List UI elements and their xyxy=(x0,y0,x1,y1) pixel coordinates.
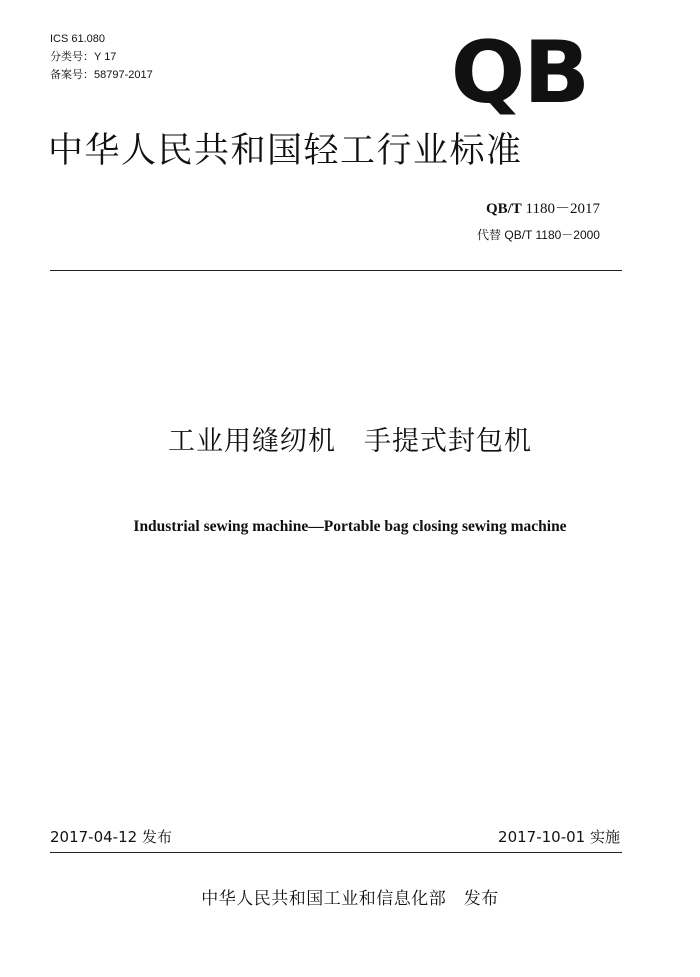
issuing-authority: 中华人民共和国工业和信息化部 发布 xyxy=(201,889,499,909)
ics-code: ICS 61.080 xyxy=(50,33,106,45)
document-metadata xyxy=(50,30,153,84)
effective-date: 2017-10-01 实施 xyxy=(498,828,620,846)
qb-logo: QB xyxy=(450,23,589,123)
replaces-standard: 代替 QB/T 1180－2000 xyxy=(477,228,600,242)
issue-date: 2017-04-12 发布 xyxy=(50,828,172,846)
category-code: 分类号：Y 17 xyxy=(50,51,117,63)
standard-prefix: QB/T xyxy=(485,201,522,217)
bottom-divider xyxy=(50,852,622,853)
filing-number: 备案号：58797-2017 xyxy=(50,69,153,81)
english-title: Industrial sewing machine—Portable bag closing sewing machine xyxy=(133,518,567,535)
standard-type-title: 中华人民共和国轻工行业标准 xyxy=(48,131,523,171)
standard-number xyxy=(486,197,600,218)
standard-code: 1180－2017 xyxy=(525,201,600,217)
top-divider xyxy=(50,270,622,271)
chinese-title: 工业用缝纫机 手提式封包机 xyxy=(168,426,532,457)
